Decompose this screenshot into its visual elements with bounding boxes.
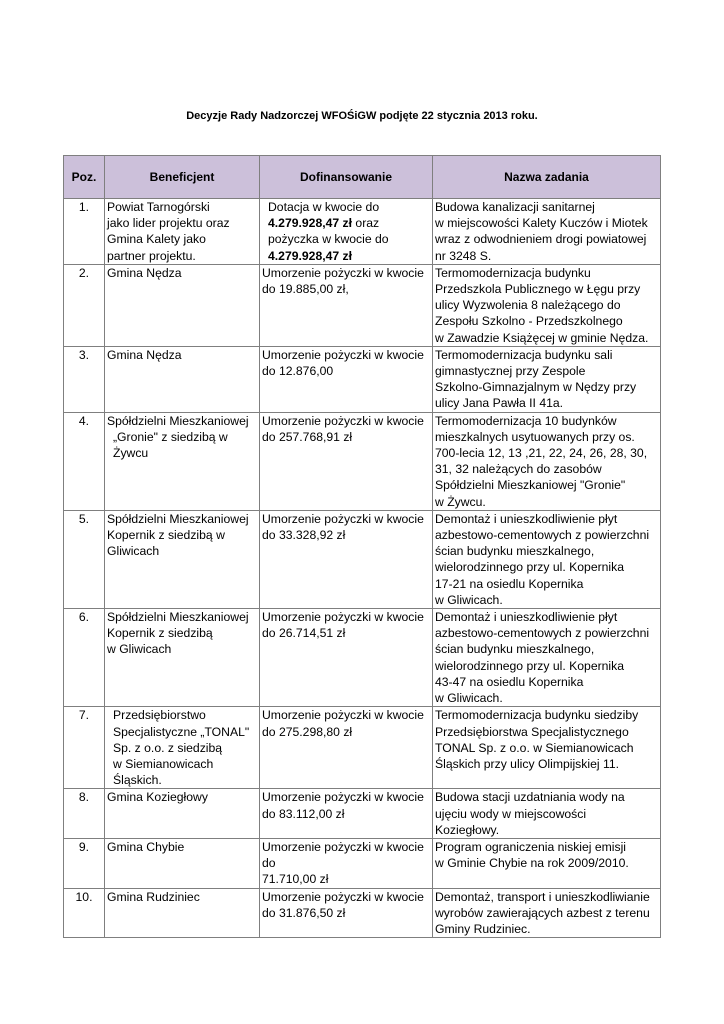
dofinansowanie-text: oraz (352, 216, 380, 231)
zadanie-line: Przedsiębiorstwa Specjalistycznego (435, 724, 629, 739)
amount-bold: 4.279.928,47 zł (268, 216, 353, 231)
beneficjent-line: Spółdzielni Mieszkaniowej (107, 413, 249, 428)
zadanie-line: gimnastycznej przy Zespole (435, 364, 586, 379)
beneficjent-line: Żywcu (113, 446, 149, 461)
beneficjent-line: Spółdzielni Mieszkaniowej (107, 610, 249, 625)
table-row (64, 199, 661, 265)
zadanie-line: azbestowo-cementowych z powierzchni (435, 528, 650, 543)
beneficjent-line: Spółdzielni Mieszkaniowej (107, 511, 249, 526)
zadanie-line: 700-lecia 12, 13 ,21, 22, 24, 26, 28, 30, (435, 446, 648, 461)
table-row (64, 609, 661, 707)
dofinansowanie-line (262, 215, 430, 231)
cell-nazwa-zadania (433, 888, 661, 938)
zadanie-line: Koziegłowy. (435, 822, 500, 837)
zadanie-line: nr 3248 S. (435, 248, 492, 263)
cell-nazwa-zadania (433, 838, 661, 888)
dofinansowanie-line: Umorzenie pożyczki w kwocie (262, 839, 424, 854)
zadanie-line: ulicy Wyzwolenia 8 należącego do (435, 298, 621, 313)
cell-poz: 7. (64, 707, 105, 789)
cell-poz: 6. (64, 609, 105, 707)
dofinansowanie-line: Umorzenie pożyczki w kwocie (262, 413, 424, 428)
cell-nazwa-zadania (433, 609, 661, 707)
cell-beneficjent (105, 264, 260, 346)
cell-beneficjent (105, 789, 260, 839)
beneficjent-line: Gliwicach (107, 544, 160, 559)
beneficjent-line: Gmina Rudziniec (107, 889, 200, 904)
zadanie-line: 43-47 na osiedlu Kopernika (435, 674, 584, 689)
zadanie-line: Budowa stacji uzdatniania wody na (435, 790, 625, 805)
beneficjent-line: Gmina Kalety jako (107, 232, 206, 247)
beneficjent-line: Gmina Chybie (107, 839, 185, 854)
table-row (64, 510, 661, 608)
table-row (64, 888, 661, 938)
zadanie-line: Zespołu Szkolno - Przedszkolnego (435, 314, 623, 329)
beneficjent-line: Gmina Koziegłowy (107, 790, 208, 805)
cell-poz: 4. (64, 412, 105, 510)
cell-dofinansowanie (260, 264, 433, 346)
zadanie-line: wielorodzinnego przy ul. Kopernika (435, 658, 625, 673)
header-beneficjent: Beneficjent (105, 156, 260, 199)
decisions-table (63, 155, 661, 938)
cell-dofinansowanie (260, 789, 433, 839)
cell-nazwa-zadania (433, 264, 661, 346)
beneficjent-line: Specjalistyczne „TONAL" (113, 724, 250, 739)
zadanie-line: 31, 32 należących do zasobów (435, 462, 602, 477)
zadanie-line: w miejscowości Kalety Kuczów i Miotek (435, 216, 648, 231)
zadanie-line: Śląskich przy ulicy Olimpijskiej 11. (435, 756, 619, 771)
amount-bold: 4.279.928,47 zł (268, 248, 353, 263)
dofinansowanie-line: Umorzenie pożyczki w kwocie (262, 889, 424, 904)
document-title: Decyzje Rady Nadzorczej WFOŚiGW podjęte 22 stycznia 2013 roku. (186, 110, 538, 122)
dofinansowanie-line: Dotacja w kwocie do (268, 200, 380, 214)
cell-nazwa-zadania (433, 346, 661, 412)
cell-dofinansowanie (260, 707, 433, 789)
beneficjent-line: Powiat Tarnogórski (107, 200, 210, 214)
table-row (64, 264, 661, 346)
dofinansowanie-line: Umorzenie pożyczki w kwocie (262, 265, 424, 280)
zadanie-line: ścian budynku mieszkalnego, (435, 642, 595, 657)
zadanie-line: ulicy Jana Pawła II 41a. (435, 396, 564, 411)
cell-nazwa-zadania (433, 510, 661, 608)
zadanie-line: Termomodernizacja 10 budynków (435, 413, 617, 428)
dofinansowanie-line: Umorzenie pożyczki w kwocie (262, 610, 424, 625)
cell-dofinansowanie (260, 838, 433, 888)
dofinansowanie-line: do 26.714,51 zł (262, 626, 346, 641)
table-header-row (64, 156, 661, 199)
cell-poz: 8. (64, 789, 105, 839)
table-row (64, 707, 661, 789)
zadanie-line: Program ograniczenia niskiej emisji (435, 839, 627, 854)
beneficjent-line: Śląskich. (113, 773, 162, 788)
table-row (64, 838, 661, 888)
table-row (64, 346, 661, 412)
zadanie-line: Termomodernizacja budynku siedziby (435, 708, 639, 723)
cell-dofinansowanie (260, 888, 433, 938)
beneficjent-line: w Siemianowicach (113, 756, 214, 771)
zadanie-line: w Gliwicach. (435, 592, 503, 607)
zadanie-line: mieszkalnych usytuowanych przy os. (435, 429, 635, 444)
zadanie-line: Demontaż i unieszkodliwienie płyt (435, 511, 618, 526)
zadanie-line: Szkolno-Gimnazjalnym w Nędzy przy (435, 380, 637, 395)
beneficjent-line: Kopernik z siedzibą (107, 626, 213, 641)
zadanie-line: ujęciu wody w miejscowości (435, 806, 587, 821)
dofinansowanie-line: do 31.876,50 zł (262, 905, 346, 920)
table-row (64, 789, 661, 839)
zadanie-line: Termomodernizacja budynku sali (435, 347, 613, 362)
zadanie-line: Gminy Rudziniec. (435, 921, 531, 936)
beneficjent-line: Kopernik z siedzibą w (107, 528, 225, 543)
cell-poz: 2. (64, 264, 105, 346)
zadanie-line: wyrobów zawierających azbest z terenu (435, 905, 650, 920)
cell-beneficjent (105, 888, 260, 938)
dofinansowanie-line: Umorzenie pożyczki w kwocie (262, 511, 424, 526)
dofinansowanie-line: Umorzenie pożyczki w kwocie (262, 708, 424, 723)
zadanie-line: 17-21 na osiedlu Kopernika (435, 576, 584, 591)
cell-poz: 5. (64, 510, 105, 608)
zadanie-line: Demontaż i unieszkodliwienie płyt (435, 610, 618, 625)
cell-dofinansowanie (260, 510, 433, 608)
cell-nazwa-zadania (433, 412, 661, 510)
beneficjent-line: „Gronie" z siedzibą w (113, 429, 228, 444)
table-row (64, 412, 661, 510)
cell-beneficjent (105, 199, 260, 265)
dofinansowanie-line: Umorzenie pożyczki w kwocie (262, 790, 424, 805)
dofinansowanie-line: do 19.885,00 zł, (262, 282, 349, 297)
cell-nazwa-zadania (433, 199, 661, 265)
zadanie-line: w Żywcu. (435, 494, 486, 509)
header-nazwa-zadania: Nazwa zadania (433, 156, 661, 199)
zadanie-line: wraz z odwodnieniem drogi powiatowej (435, 232, 647, 247)
dofinansowanie-line: do 275.298,80 zł (262, 724, 353, 739)
beneficjent-line: Przedsiębiorstwo (113, 708, 206, 723)
header-poz: Poz. (64, 156, 105, 199)
zadanie-line: azbestowo-cementowych z powierzchni (435, 626, 650, 641)
cell-beneficjent (105, 609, 260, 707)
beneficjent-line: Sp. z o.o. z siedzibą (113, 740, 223, 755)
cell-poz: 9. (64, 838, 105, 888)
dofinansowanie-line (262, 248, 430, 264)
dofinansowanie-line: do 12.876,00 (262, 364, 334, 379)
dofinansowanie-line: do 83.112,00 zł (262, 806, 345, 821)
beneficjent-line: jako lider projektu oraz (107, 216, 230, 231)
cell-dofinansowanie (260, 346, 433, 412)
zadanie-line: ścian budynku mieszkalnego, (435, 544, 595, 559)
zadanie-line: Spółdzielni Mieszkaniowej "Gronie" (435, 478, 626, 493)
cell-beneficjent (105, 346, 260, 412)
zadanie-line: wielorodzinnego przy ul. Kopernika (435, 560, 625, 575)
zadanie-line: w Gliwicach. (435, 691, 503, 706)
cell-dofinansowanie (260, 412, 433, 510)
zadanie-line: Przedszkola Publicznego w Łęgu przy (435, 282, 641, 297)
cell-poz: 3. (64, 346, 105, 412)
cell-poz: 10. (64, 888, 105, 938)
beneficjent-line: Gmina Nędza (107, 347, 182, 362)
cell-nazwa-zadania (433, 789, 661, 839)
zadanie-line: w Zawadzie Książęcej w gminie Nędza. (435, 330, 649, 345)
dofinansowanie-line: Umorzenie pożyczki w kwocie (262, 347, 424, 362)
cell-nazwa-zadania (433, 707, 661, 789)
beneficjent-line: w Gliwicach (107, 642, 172, 657)
zadanie-line: w Gminie Chybie na rok 2009/2010. (435, 856, 629, 871)
cell-poz: 1. (64, 199, 105, 265)
zadanie-line: TONAL Sp. z o.o. w Siemianowicach (435, 740, 634, 755)
cell-beneficjent (105, 510, 260, 608)
zadanie-line: Budowa kanalizacji sanitarnej (435, 200, 595, 214)
dofinansowanie-line: do (262, 856, 276, 871)
dofinansowanie-line: pożyczka w kwocie do (268, 232, 389, 247)
cell-beneficjent (105, 707, 260, 789)
zadanie-line: Termomodernizacja budynku (435, 265, 591, 280)
dofinansowanie-line: 71.710,00 zł (262, 872, 329, 887)
dofinansowanie-line: do 33.328,92 zł (262, 528, 346, 543)
beneficjent-line: partner projektu. (107, 248, 196, 263)
cell-dofinansowanie (260, 199, 433, 265)
beneficjent-line: Gmina Nędza (107, 265, 182, 280)
cell-dofinansowanie (260, 609, 433, 707)
cell-beneficjent (105, 412, 260, 510)
zadanie-line: Demontaż, transport i unieszkodliwianie (435, 889, 650, 904)
dofinansowanie-line: do 257.768,91 zł (262, 429, 353, 444)
cell-beneficjent (105, 838, 260, 888)
header-dofinansowanie: Dofinansowanie (260, 156, 433, 199)
